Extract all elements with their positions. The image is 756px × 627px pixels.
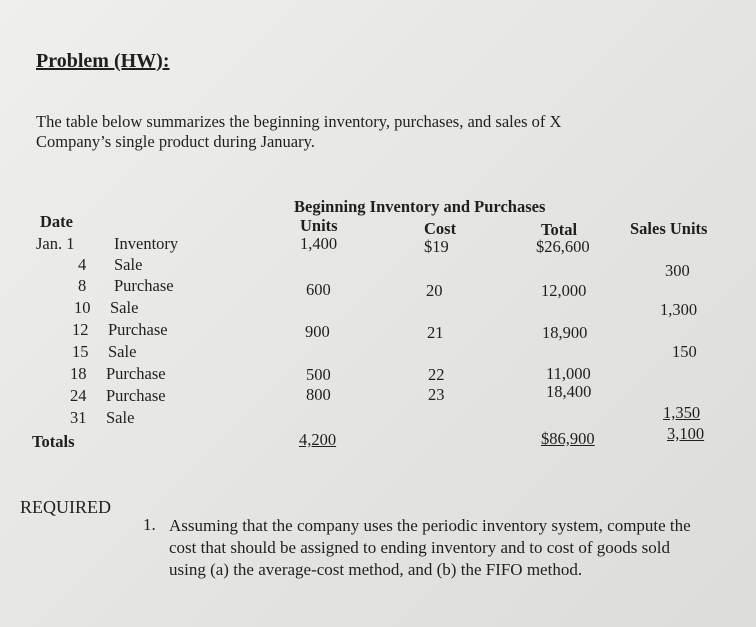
row8-desc: Purchase [106, 386, 166, 405]
required-heading: REQUIRED [20, 497, 111, 517]
row7-cost: 22 [428, 365, 445, 384]
row4-desc: Sale [110, 298, 139, 317]
row1-cost: $19 [424, 237, 449, 256]
row2-sales: 300 [665, 261, 690, 280]
row6-sales: 150 [672, 342, 697, 361]
row8-total: 18,400 [546, 382, 592, 401]
row5-units: 900 [305, 322, 330, 341]
totals-units: 4,200 [299, 430, 337, 449]
row4-day: 10 [74, 298, 91, 317]
row5-total: 18,900 [542, 323, 588, 342]
row6-desc: Sale [108, 342, 137, 361]
row8-cost: 23 [428, 385, 445, 404]
row3-cost: 20 [426, 281, 443, 300]
row8-day: 24 [70, 386, 87, 405]
row2-desc: Sale [114, 255, 143, 274]
group-header: Beginning Inventory and Purchases [294, 197, 546, 216]
header-date: Date [40, 212, 73, 231]
row1-desc: Inventory [114, 234, 179, 253]
row9-day: 31 [70, 408, 87, 427]
totals-total: $86,900 [541, 429, 595, 448]
row3-desc: Purchase [114, 276, 174, 295]
row7-units: 500 [306, 365, 331, 384]
row5-day: 12 [72, 320, 89, 339]
row1-units: 1,400 [300, 234, 338, 253]
row5-desc: Purchase [108, 320, 168, 339]
row7-day: 18 [70, 364, 87, 383]
problem-title: Problem (HW): [36, 50, 170, 72]
row5-cost: 21 [427, 323, 444, 342]
required-item-number: 1. [143, 515, 156, 534]
row3-total: 12,000 [541, 281, 587, 300]
header-total: Total [541, 220, 578, 239]
row1-total: $26,600 [536, 237, 590, 256]
row9-desc: Sale [106, 408, 135, 427]
row7-desc: Purchase [106, 364, 166, 383]
row1-day: Jan. 1 [36, 234, 75, 253]
required-item-text: Assuming that the company uses the periodic inventory system, compute the cost that should be assigned to ending inventory and to cost of goods sold using (a) the average-cost method, and (b) the FIFO method. [169, 516, 691, 579]
row6-day: 15 [72, 342, 89, 361]
row3-units: 600 [306, 280, 331, 299]
row8-units: 800 [306, 385, 331, 404]
row9-sales: 1,350 [663, 403, 701, 422]
totals-label: Totals [32, 432, 75, 451]
row7-total: 11,000 [546, 364, 591, 383]
header-units: Units [300, 216, 338, 235]
header-cost: Cost [424, 219, 457, 238]
row3-day: 8 [78, 276, 87, 295]
intro-paragraph [36, 112, 561, 152]
header-sales-units: Sales Units [630, 219, 708, 238]
totals-sales: 3,100 [667, 424, 705, 443]
row2-day: 4 [78, 255, 87, 274]
intro-line-2: Company’s single product during January. [36, 132, 315, 151]
row4-sales: 1,300 [660, 300, 698, 319]
intro-line-1: The table below summarizes the beginning inventory, purchases, and sales of X [36, 112, 562, 131]
